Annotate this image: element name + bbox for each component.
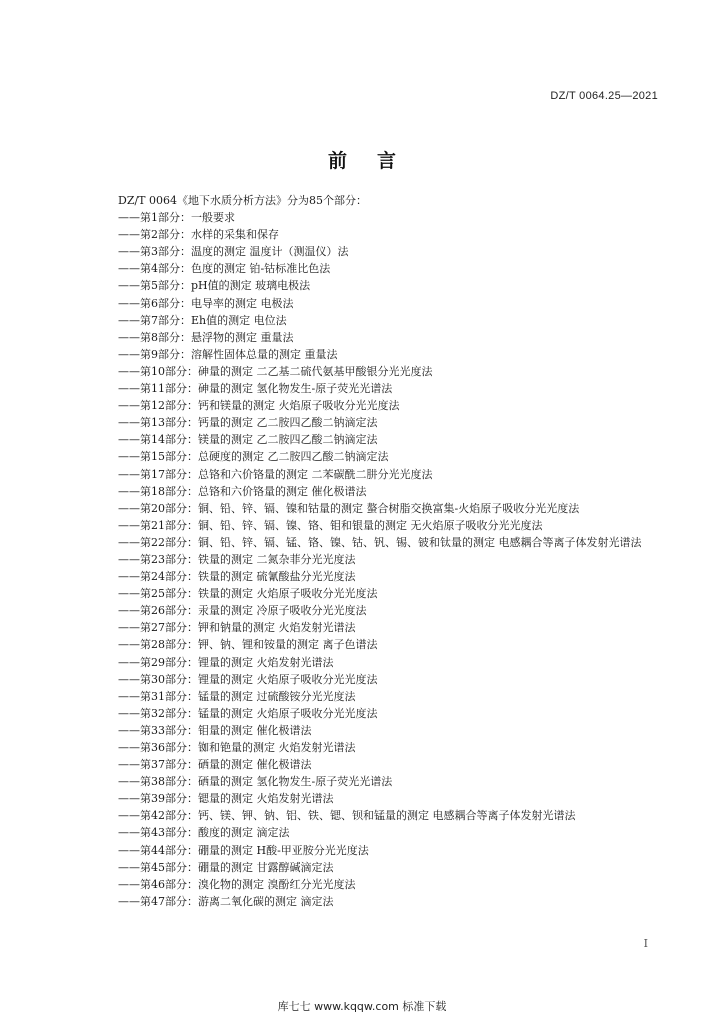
list-item: ——第31部分：锰量的测定 过硫酸铵分光光度法	[118, 689, 356, 703]
list-item: ——第44部分：硼量的测定 H酸-甲亚胺分光光度法	[118, 843, 369, 857]
watermark-text: 库七七 www.kqqw.com 标准下载	[277, 1000, 447, 1013]
foreword-body	[90, 192, 658, 910]
list-item: ——第3部分：温度的测定 温度计（测温仪）法	[118, 245, 349, 259]
list-item: ——第36部分：铷和铯量的测定 火焰发射光谱法	[118, 741, 356, 754]
list-item: ——第15部分：总硬度的测定 乙二胺四乙酸二钠滴定法	[118, 450, 389, 464]
standard-code: DZ/T 0064.25—2021	[550, 90, 658, 102]
page-number: I	[643, 937, 648, 950]
list-item: ——第9部分：溶解性固体总量的测定 重量法	[118, 347, 338, 361]
list-item: ——第45部分：硼量的测定 甘露醇碱滴定法	[118, 860, 334, 874]
list-item: ——第32部分：锰量的测定 火焰原子吸收分光光度法	[118, 706, 378, 720]
intro-paragraph: DZ/T 0064《地下水质分析方法》分为85个部分：	[118, 194, 367, 207]
list-item: ——第42部分：钙、镁、钾、钠、铝、铁、锶、钡和锰量的测定 电感耦合等离子体发射光谱法	[118, 809, 576, 823]
list-item: ——第7部分：Eh值的测定 电位法	[118, 313, 287, 327]
page-title: 前言	[327, 150, 426, 172]
parts-list	[90, 209, 658, 910]
list-item: ——第22部分：铜、铅、锌、镉、锰、铬、镍、钴、钒、锡、铍和钛量的测定 电感耦合等离子体发射光谱法	[118, 535, 642, 549]
list-item: ——第11部分：砷量的测定 氢化物发生-原子荧光光谱法	[118, 382, 393, 396]
list-item: ——第27部分：钾和钠量的测定 火焰发射光谱法	[118, 621, 356, 635]
list-item: ——第30部分：锂量的测定 火焰原子吸收分光光度法	[118, 672, 378, 686]
list-item: ——第47部分：游离二氧化碳的测定 滴定法	[118, 894, 334, 908]
list-item: ——第1部分：一般要求	[118, 211, 235, 225]
list-item: ——第6部分：电导率的测定 电极法	[118, 296, 294, 310]
list-item: ——第37部分：硒量的测定 催化极谱法	[118, 758, 312, 772]
list-item: ——第33部分：钼量的测定 催化极谱法	[118, 723, 312, 737]
list-item: ——第21部分：铜、铅、锌、镉、镍、铬、钼和银量的测定 无火焰原子吸收分光光度法	[118, 518, 543, 532]
list-item: ——第24部分：铁量的测定 硫氰酸盐分光光度法	[118, 570, 356, 584]
list-item: ——第20部分：铜、铅、锌、镉、镍和钴量的测定 螯合树脂交换富集-火焰原子吸收分光光度法	[118, 501, 580, 515]
list-item: ——第39部分：锶量的测定 火焰发射光谱法	[118, 792, 334, 806]
list-item: ——第18部分：总铬和六价铬量的测定 催化极谱法	[118, 484, 367, 498]
list-item: ——第46部分：溴化物的测定 溴酚红分光光度法	[118, 877, 356, 891]
list-item: ——第5部分：pH值的测定 玻璃电极法	[118, 279, 311, 293]
list-item: ——第12部分：钙和镁量的测定 火焰原子吸收分光光度法	[118, 399, 400, 413]
list-item: ——第29部分：锂量的测定 火焰发射光谱法	[118, 655, 334, 669]
list-item: ——第2部分：水样的采集和保存	[118, 228, 279, 242]
list-item: ——第25部分：铁量的测定 火焰原子吸收分光光度法	[118, 587, 378, 601]
list-item: ——第38部分：硒量的测定 氢化物发生-原子荧光光谱法	[118, 775, 393, 789]
list-item: ——第23部分：铁量的测定 二氮杂菲分光光度法	[118, 552, 356, 566]
list-item: ——第4部分：色度的测定 铂-钴标准比色法	[118, 262, 331, 276]
list-item: ——第17部分：总铬和六价铬量的测定 二苯碳酰二肼分光光度法	[118, 467, 433, 481]
list-item: ——第28部分：钾、钠、锂和铵量的测定 离子色谱法	[118, 638, 378, 652]
list-item: ——第13部分：钙量的测定 乙二胺四乙酸二钠滴定法	[118, 416, 378, 430]
list-item: ——第10部分：砷量的测定 二乙基二硫代氨基甲酸银分光光度法	[118, 364, 433, 378]
list-item: ——第14部分：镁量的测定 乙二胺四乙酸二钠滴定法	[118, 433, 378, 447]
list-item: ——第43部分：酸度的测定 滴定法	[118, 826, 290, 840]
list-item: ——第8部分：悬浮物的测定 重量法	[118, 330, 294, 344]
list-item: ——第26部分：汞量的测定 冷原子吸收分光光度法	[118, 604, 367, 618]
